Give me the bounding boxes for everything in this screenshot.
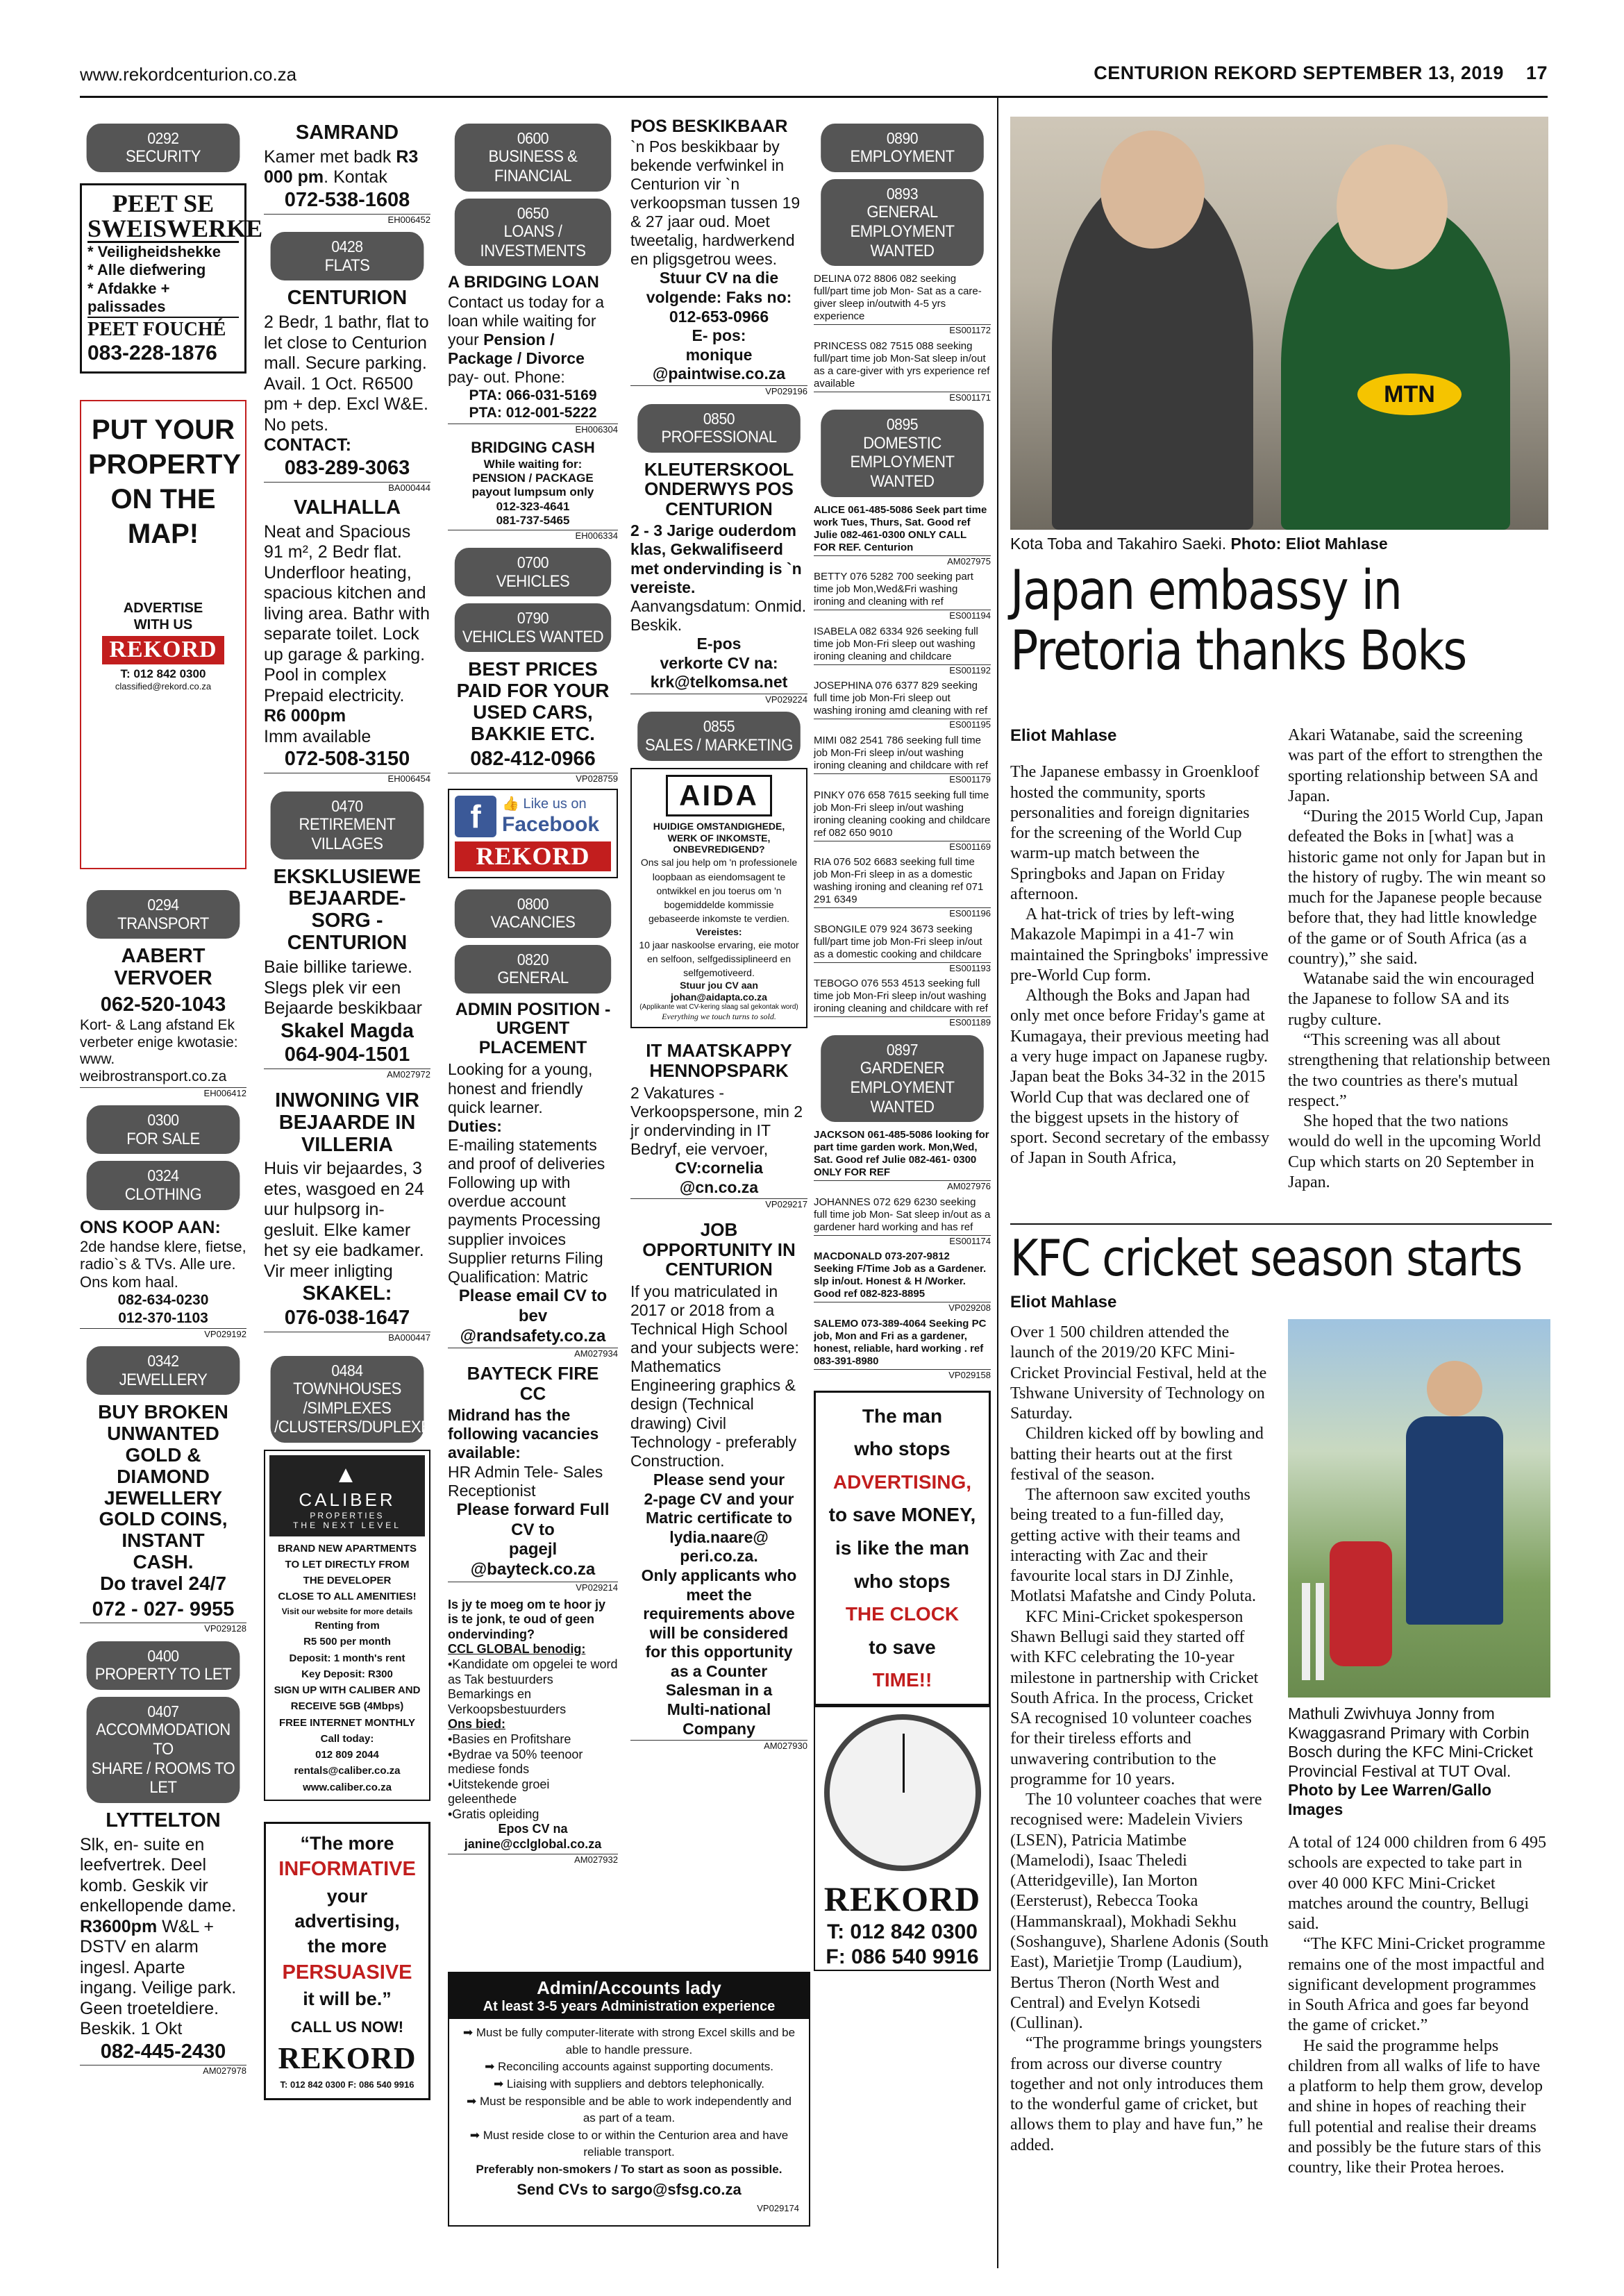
rekord-logo: REKORD [102,636,224,664]
ad-ref: VP029158 [814,1369,991,1381]
employment-ad: TEBOGO 076 553 4513 seeking full time job Mon-Fri sleep in/out washing ironing cleaning and childcare with ref [814,978,988,1015]
headline-kfc: KFC cricket season starts [1010,1229,1522,1287]
article-photo-japan [1010,117,1548,530]
aida-requirements: 10 jaar naskoolse ervaring, eie motor en selfoon, selfgedissiplineerd en selfgemotiveerd. [639,939,799,979]
category-0294: 0294 TRANSPORT [87,890,240,939]
category-0820: 0820 GENERAL [455,945,611,994]
admin-body: Looking for a young, honest and friendly quick learner. [448,1060,593,1116]
employment-ad: MIMI 082 2541 786 seeking full time job Mon-Fri sleep in/out washing ironing cleaning and childcare with ref [814,735,988,772]
ad-ref: ES001193 [814,962,991,974]
job-title: JOB OPPORTUNITY IN CENTURION [642,1218,796,1280]
man-clock-ad: The man who stops ADVERTISING, to save MONEY, is like the man who stops THE CLOCK to save TIME!! [814,1391,991,1706]
employment-ad: ALICE 061-485-5086 Seek part time work Tues, Thurs, Sat. Good ref Julie 082-461-0300 ONLY CALL FOR REF. Centurion [814,503,987,553]
lyttelton-body: Slk, en- suite en leefvertrek. Deel komb. Geskik vir enkellopende dame. R3600pm W&L + DSTV en alarm ingesl. Aparte ingang. Veilige park. Geen troeteldiere. Beskik. 1 Okt [80,1834,237,2039]
classifieds-column-5 [814,117,991,1971]
rekord-clock-ad [814,1706,991,1971]
kleuter-requirements: 2 - 3 Jarige ouderdom klas, Gekwalifiseerd met ondervinding is `n vereiste. [630,521,802,596]
photo-caption-cricket: Mathuli Zwivhuya Jonny from Kwaggasrand Primary with Corbin Bosch during the KFC Mini-Cricket Provincial Festival at TUT Oval. Photo by Lee Warren/Gallo Images [1288,1704,1533,1818]
ad-ref: ES001195 [814,719,991,730]
header-rule [80,96,1548,98]
classifieds-column-1 [80,117,263,2081]
cat-code: 0292 [147,129,179,147]
page-number: 17 [1525,62,1548,83]
category-0400: 0400 PROPERTY TO LET [87,1641,240,1690]
bayteck-vacancies: Midrand has the following vacancies available: [448,1406,599,1462]
category-0324: 0324 CLOTHING [87,1161,240,1209]
informative-ad: “The more INFORMATIVE your advertising, the more PERSUASIVE it will be.” CALL US NOW! REKORD T: 012 842 0300 F: 086 540 9916 [264,1822,430,2100]
employment-ad: SBONGILE 079 924 3673 seeking full/part time job Mon-Fri sleep in/out as a domestic cooking and childcare [814,923,982,960]
website-url[interactable]: www.rekordcenturion.co.za [80,64,297,85]
employment-ad: JACKSON 061-485-5086 looking for part time garden work. Mon,Wed, Sat. Good ref Julie 082-461- 0300 ONLY FOR REF [814,1129,989,1179]
rekord-logo: REKORD [823,1879,981,1918]
peet-name: PEET FOUCHÉ [87,317,239,342]
caliber-details: BRAND NEW APARTMENTS TO LET DIRECTLY FROM THE DEVELOPER CLOSE TO ALL AMENITIES! Visit our website for more details Renting from R5 500 per month Deposit: 1 month's rent Key Deposit: R300 SIGN UP WITH CALIBER AND RECEIVE 5GB (4Mbps) FREE INTERNET MONTHLY Call today: 012 809 2044 rentals@caliber.co.za www.caliber.co.za [274,1542,421,1793]
ad-ref: ES001189 [814,1016,991,1028]
category-0800: 0800 VACANCIES [455,889,611,938]
kleuter-title: KLEUTERSKOOL ONDERWYS POS CENTURION [644,458,794,519]
admin-email: Please email CV to bev @randsafety.co.za [458,1286,608,1346]
facebook-icon: f [455,796,496,837]
peet-line: * Afdakke + palissades [87,279,170,316]
ad-ref: BA000447 [264,1332,430,1343]
ad-ref: AM027975 [814,555,991,567]
admin-duties: Duties: [448,1116,502,1135]
admin-accounts-title: Admin/Accounts lady [537,1977,721,1998]
stopwatch-icon [824,1714,981,1871]
ad-ref: EH006412 [80,1087,246,1099]
bestprices-phone: 082-412-0966 [470,748,596,771]
category-0890: 0890 EMPLOYMENT [821,124,984,172]
category-0484: 0484 TOWNHOUSES /SIMPLEXES /CLUSTERS/DUPLEXES [271,1356,424,1443]
bestprices-title: BEST PRICES PAID FOR YOUR USED CARS, BAKKIE ETC. [456,658,610,744]
person-left-head [1100,131,1205,249]
ccl-question: Is jy te moeg om te hoor jy is te jonk, te oud of geen ondervinding? [448,1597,606,1641]
ad-ref: AM027976 [814,1180,991,1192]
classifieds-column-3 [448,117,618,1869]
aida-req-label: Vereistes: [696,925,742,937]
child-body [1330,1541,1392,1666]
advertise-label: ADVERTISE WITH US [123,601,203,633]
category-0428: 0428 FLATS [271,232,424,280]
category-0700: 0700 VEHICLES [455,548,611,596]
put-email: classified@rekord.co.za [115,681,212,692]
caliber-ad [264,1450,430,1801]
centurion-contact: CONTACT: [264,435,351,455]
ad-ref: AM027932 [448,1854,618,1866]
peet-phone: 083-228-1876 [87,342,217,365]
caliber-logo: ▲ CALIBER PROPERTIES THE NEXT LEVEL [269,1455,425,1536]
category-0470: 0470 RETIREMENT VILLAGES [271,791,424,860]
ad-ref: VP028759 [448,773,618,785]
ccl-item: •Gratis opleiding [448,1807,539,1821]
admin-accounts-email: Send CVs to sargo@sfsg.co.za [517,2180,742,2198]
category-0850: 0850 PROFESSIONAL [637,404,801,453]
lyttelton-phone: 082-445-2430 [100,2040,226,2063]
admin-accounts-ad [448,1972,810,2227]
bridging-body: Contact us today for a loan while waiting for your Pension / Package / Divorce pay- out. Phone: [448,292,605,387]
ad-ref: AM027930 [630,1740,807,1752]
admin-accounts-body: ➡ Must be fully computer-literate with strong Excel skills and be able to handle pressure. ➡ Reconciling accounts against supporting documents. ➡ Liaising with suppliers and debtors telephonically. ➡ Must be responsible and be able to work independently and as part of a team. ➡ Must reside close to or within the Centurion area and have reliable transport. Preferably non-smokers / To start as soon as possible. Send CVs to sargo@sfsg.co.za VP029174 [449,2019,809,2225]
pos-contact: Stuur CV na die volgende: Faks no: 012-653-0966 E- pos: monique @paintwise.co.za [646,269,792,383]
article-kfc-col-1: Over 1 500 children attended the launch of the 2019/20 KFC Mini-Cricket Provincial Festival, held at the Tshwane University of Technology on Saturday. Children kicked off by bowling and batting their hearts out at the first festival of the season. The afternoon saw excited youths being treated to a fun-filled day, getting active with their teams and interacting with Zac and their favourite local stars in DJ Zinhle, Motlatsi Mafatshe and Cindy Poluta. KFC Mini-Cricket spokesperson Shawn Bellugi said they started off with KFC celebrating the 10-year milestone in partnership with Cricket South Africa. In the process, Cricket SA recognised 10 volunteer coaches for their tireless efforts and unwavering contribution to the programme for 10 years. The 10 volunteer coaches that were recognised were: Madelein Viviers (LSEN), Patricia Matimbe (Mamelodi), Isaac Theledi (Atteridgeville), Ian Morton (Eersterust), Rebecca Tooka (Hammanskraal), Mokhadi Sekhu (Soshanguve), Sharlene Adonis (South East), Marietjie Tromp (Laudium), Bertus Theron (North West and Central) and Evelyn Kotsedi (Cullinan). “The programme brings youngsters from across our diverse country together and not only introduces them to the wonderful game of cricket, but allows them to play and have fun,” he added. [1010,1323,1269,2154]
coach-body [1406,1416,1503,1625]
ccl-email: Epos CV na janine@cclglobal.co.za [464,1822,602,1852]
category-0342: 0342 JEWELLERY [87,1346,240,1395]
facebook-ad[interactable] [448,789,618,878]
bridging-title: A BRIDGING LOAN [448,273,599,292]
gold-title: BUY BROKEN UNWANTED GOLD & DIAMOND JEWELLERY GOLD COINS, INSTANT CASH. Do travel 24/7 [98,1401,228,1594]
ad-ref: ES001174 [814,1235,991,1247]
byline: Eliot Mahlase [1010,726,1117,745]
aida-ad [630,768,807,1029]
ad-ref: VP029196 [630,385,807,397]
bridging-phone: PTA: 012-001-5222 [469,405,597,421]
inwoning-body: Huis vir bejaardes, 3 etes, wasgoed en 24 uur hulpsorg in- gesluit. Elke kamer het sy eie badkamer. Vir meer inligting [264,1159,424,1281]
pos-body: `n Pos beskikbaar by bekende verfwinkel in Centurion vir `n verkoopsman tussen 19 & 27 jaar oud. Moet tweetalig, hardwerkend en pligsgetrou wees. [630,137,801,269]
centurion-phone: 083-289-3063 [284,456,410,479]
samrand-title: SAMRAND [295,121,399,144]
ccl-item: •Uitstekende groei geleenthede [448,1777,550,1807]
job-apply: Please send your 2-page CV and your Matric certificate to lydia.naare@ peri.co.za. Only applicants who meet the requirements above will be considered for this opportunity as a Counter Salesman in a Multi-national Company [641,1470,797,1738]
aabert-body: Kort- & Lang afstand Ek verbeter enige kwotasie: www. weibrostransport.co.za [80,1016,238,1085]
admin-accounts-header [449,1973,809,2019]
ad-ref: ES001171 [814,392,991,403]
aida-note: (Applikante wat CV-kering slaag sal gekontak word) [639,1003,798,1012]
eksklusiewe-body: Baie billike tariewe. Slegs plek vir een Bejaarde beskikbaar [264,957,422,1019]
category-0790: 0790 VEHICLES WANTED [455,603,611,652]
put-tel: T: 012 842 0300 [120,667,206,680]
ad-ref: ES001196 [814,907,991,919]
category-0650: 0650 LOANS / INVESTMENTS [455,199,611,267]
employment-ad: SALEMO 073-389-4064 Seeking PC job, Mon and Fri as a gardener, honest, reliable, hard working . ref 083-391-8980 [814,1318,987,1367]
ad-ref: EH006304 [448,424,618,435]
valhalla-phone: 072-508-3150 [284,748,410,771]
bayteck-title: BAYTECK FIRE CC [467,1362,599,1404]
valhalla-body: Neat and Spacious 91 m², 2 Bedr flat. Underfloor heating, spacious kitchen and living area. Bathr with separate toilet. Lock up garage & parking. Pool in complex Prepaid electricity. [264,521,430,705]
article-divider [1010,1223,1552,1225]
put-title: PUT YOUR PROPERTY ON THE MAP! [88,414,242,550]
facebook-badge: f 👍 Like us on Facebook [455,796,611,837]
centurion-body: 2 Bedr, 1 bathr, flat to let close to Centurion mall. Secure parking. Avail. 1 Oct. R6500 pm + dep. Excl W&E. No pets. [264,312,429,435]
employment-ad: RIA 076 502 6683 seeking full time job Mon-Fri sleep in as a domestic washing ironing and cleaning ref 071 291 6349 [814,856,984,906]
ad-ref: ES001172 [814,324,991,336]
rekord-fax: F: 086 540 9916 [826,1945,979,1968]
rekord-contacts: T: 012 842 0300 F: 086 540 9916 [280,2079,415,2090]
employment-ad: BETTY 076 5282 700 seeking part time job Mon,Wed&Fri washing ironing and cleaning with ref [814,571,973,608]
admin-duties-list: E-mailing statements and proof of deliveries Following up with overdue account payments Processing supplier invoices Supplier returns Filing Qualification: Matric [448,1135,605,1286]
put-property-ad [80,400,246,869]
category-0893: 0893 GENERAL EMPLOYMENT WANTED [821,179,984,266]
person-right-head [1337,144,1448,269]
category-0895: 0895 DOMESTIC EMPLOYMENT WANTED [821,410,984,496]
aida-head: HUIDIGE OMSTANDIGHEDE, WERK OF INKOMSTE, ONBEVREDIGEND? [653,820,785,855]
rekord-tel: T: 012 842 0300 [827,1920,978,1943]
admin-title: ADMIN POSITION - URGENT PLACEMENT [455,999,611,1057]
article-japan-col-2: Akari Watanabe, said the screening was part of the effort to strengthen the sporting relationship between SA and Japan. “During the 2015 World Cup, Japan defeated the Boks in [what] was a historic game not only for Japan but in the history of rugby. The win meant so much for the Japanese people because before that, they had little knowledge of the game or of South Africa (as a country),” she said. Watanabe said the win encouraged the Japanese to follow SA and its rugby culture. “This screening was all about strengthening that relationship between the two countries as there's mutual respect.” She hoped that the two nations would do well in the upcoming World Cup which starts on 20 September in Japan. [1288,726,1550,1191]
job-body: If you matriculated in 2017 or 2018 from a Technical High School and your subjects were: Mathematics Engineering graphics & design (Technical drawing) Civil Technology - preferably Construction. [630,1282,799,1470]
ad-ref: VP029208 [814,1302,991,1314]
page-header [1094,62,1548,84]
valhalla-availability: Imm available [264,726,371,746]
ad-ref: VP029217 [630,1198,807,1210]
ad-ref: EH006452 [264,214,430,226]
category-0407: 0407 ACCOMMODATION TO SHARE / ROOMS TO LET [87,1697,240,1803]
bridgingcash-body: While waiting for: PENSION / PACKAGE payout lumpsum only 012-323-4641 081-737-5465 [471,457,594,528]
employment-ad: PRINCESS 082 7515 088 seeking full/part time job Mon-Sat sleep in/out as a care-giver with yrs experience ref available [814,340,990,389]
column-divider [997,97,998,2268]
aabert-phone: 062-520-1043 [100,994,226,1016]
peet-line: * Veiligheidshekke [87,243,221,261]
inwoning-phone: 076-038-1647 [284,1307,410,1330]
centurion-title: CENTURION [287,287,408,310]
employment-ad: JOSEPHINA 076 6377 829 seeking full time job Mon-Fri sleep out washing ironing amd cleaning with ref [814,680,988,717]
bridgingcash-title: BRIDGING CASH [471,439,595,457]
ad-ref: EH006334 [448,530,618,542]
mtn-logo: MTN [1357,374,1462,415]
stump [1316,1583,1324,1680]
it-title: IT MAATSKAPPY HENNOPSPARK [646,1040,792,1082]
ad-ref: VP029192 [80,1328,246,1340]
ad-ref: AM027934 [448,1348,618,1359]
cat-label: SECURITY [126,147,201,167]
it-body: 2 Vakatures - Verkoopspersone, min 2 jr ondervinding in IT Bedryf, eie vervoer, [630,1083,803,1158]
ad-ref: VP029224 [630,694,807,705]
samrand-body: Kamer met badk R3 000 pm. Kontak [264,146,419,187]
ad-ref: AM027978 [80,2065,246,2077]
rekord-logo: REKORD [455,841,611,871]
aabert-title: AABERT VERVOER [114,945,212,990]
article-japan-col-1: Eliot Mahlase The Japanese embassy in Groenkloof hosted the community, sports personalities and foreign dignitaries for the screening of the World Cup warm-up match between the Springboks and Japan on Friday afternoon. A hat-trick of tries by left-wing Makazole Mapimpi in a 41-7 win maintained the Springboks' impressive pre-World Cup form. Although the Boks and Japan had only met once before Friday's game at Kumagaya, their previous meeting had a very huge impact on Japanese rugby. Japan beat the Boks 34-32 in the 2015 World Cup that was declared one of the biggest upsets in the history of sport. Second secretary of the embassy of Japan in South Africa, [1010,726,1270,1168]
aida-email: Stuur jou CV aan johan@aidapta.co.za [671,980,767,1003]
aida-logo: AIDA [666,775,772,816]
eksklusiewe-contact: Skakel Magda [281,1019,414,1042]
eksklusiewe-title: EKSKLUSIEWE BEJAARDE- SORG - CENTURION [273,865,421,955]
article-photo-cricket [1288,1319,1550,1698]
classifieds-column-2 [264,117,441,2100]
headline-japan: Japan embassy in Pretoria thanks Boks [1010,560,1466,683]
eksklusiewe-phone: 064-904-1501 [284,1044,410,1066]
ad-ref: ES001192 [814,664,991,676]
onskoop-phone: 012-370-1103 [118,1309,208,1326]
ad-ref: EH006454 [264,773,430,785]
employment-ad: MACDONALD 073-207-9812 Seeking F/Time Job as a Gardener. slp in/out. Honest & H /Worker. Good ref 082-823-8895 [814,1250,987,1300]
kleuter-body: Aanvangsdatum: Onmid. Beskik. [630,596,807,634]
valhalla-price: R6 000pm [264,706,346,726]
it-email: CV:cornelia @cn.co.za [675,1159,763,1196]
inwoning-skakel: SKAKEL: [302,1282,392,1305]
ad-ref: AM027972 [264,1069,430,1080]
ccl-item: •Basies en Profitshare [448,1732,571,1746]
valhalla-title: VALHALLA [293,496,401,519]
kleuter-email: E-pos verkorte CV na: krk@telkomsa.net [650,635,788,692]
ad-ref: VP029128 [80,1623,246,1634]
ccl-heading: CCL GLOBAL benodig: [448,1642,586,1657]
onskoop-phone: 082-634-0230 [117,1292,209,1309]
rekord-logo: REKORD [278,2041,417,2076]
ad-ref: VP029174 [757,2202,799,2213]
samrand-phone: 072-538-1608 [284,188,410,211]
category-0300: 0300 FOR SALE [87,1105,240,1154]
photo-caption-japan: Kota Toba and Takahiro Saeki. Photo: Eliot Mahlase [1010,535,1388,553]
peet-line: * Alle diefwering [87,261,206,279]
ccl-item: •Kandidate om opgelei te word as Tak bestuurders Bemarkings en Verkoopsbestuurders [448,1657,618,1716]
employment-ad: ISABELA 082 6334 926 seeking full time job Mon-Fri sleep out washing ironing cleaning and childcare [814,625,978,662]
pos-title: POS BESKIKBAAR [630,117,788,136]
category-0292 [87,124,240,172]
admin-accounts-subtitle: At least 3-5 years Administration experience [483,1999,776,2014]
gold-phone: 072 - 027- 9955 [92,1598,235,1620]
category-0600: 0600 BUSINESS & FINANCIAL [455,124,611,192]
ad-ref: ES001179 [814,773,991,785]
employment-ad: JOHANNES 072 629 6230 seeking full time job Mon- Sat sleep in/out as a gardener hard working and has ref [814,1196,991,1233]
bayteck-email: Please forward Full CV to pagejl @bayteck.co.za [456,1500,610,1579]
classifieds-column-4 [630,117,807,1756]
ccl-item: •Bydrae va 50% teenoor mediese fonds [448,1747,583,1777]
ad-ref: ES001169 [814,841,991,853]
bridging-phone: PTA: 066-031-5169 [469,387,597,404]
aida-tagline: Everything we touch turns to sold. [662,1012,776,1022]
ad-ref: BA000444 [264,482,430,494]
peet-title: PEET SE SWEISWERKE [87,190,263,243]
caliber-icon: ▲ [334,1461,360,1488]
aida-body: Ons sal jou help om 'n professionele loopbaan as eiendomsagent te ontwikkel en jou toerus om 'n bogemiddelde kommissie gebaseerde inkomste te verdien. [640,857,798,925]
paper-date: CENTURION REKORD SEPTEMBER 13, 2019 [1094,62,1504,83]
onskoop-body: 2de handse klere, fietse, radio`s & TVs. Alle ure. Ons kom haal. [80,1237,246,1291]
article-kfc-col-2: A total of 124 000 children from 6 495 schools are expected to take part in over 40 000 KFC Mini-Cricket matches around the country, Bellugi said. “The KFC Mini-Cricket programme remains one of the most impactful and significant development programmes in South Africa and goes far beyond the game of cricket.” He said the programme helps children from all walks of life to have a platform to help them grow, develop and shine in hopes of reaching their full potential and realise their dreams and possibly be the future stars of this country, like their Protea heroes. [1288,1834,1546,2177]
category-0897: 0897 GARDENER EMPLOYMENT WANTED [821,1035,984,1122]
coach-head [1427,1361,1482,1416]
ad-ref: ES001194 [814,610,991,621]
stump [1302,1583,1310,1680]
peet-ad [80,183,263,374]
category-0855: 0855 SALES / MARKETING [637,712,801,760]
ad-ref: VP029214 [448,1582,618,1593]
lyttelton-title: LYTTELTON [106,1809,221,1832]
employment-ad: DELINA 072 8806 082 seeking full/part time job Mon- Sat as a care-giver sleep in/outwith 4-5 yrs experience [814,273,982,323]
bayteck-body: HR Admin Tele- Sales Receptionist [448,1462,603,1500]
onskoop-title: ONS KOOP AAN: [80,1217,221,1237]
employment-ad: PINKY 076 658 7615 seeking full time job Mon-Fri sleep in/out washing ironing cleaning cooking and childcare ref 082 650 9010 [814,789,991,839]
byline: Eliot Mahlase [1010,1293,1117,1312]
inwoning-title: INWONING VIR BEJAARDE IN VILLERIA [275,1089,419,1156]
ccl-offer-heading: Ons bied: [448,1717,506,1732]
